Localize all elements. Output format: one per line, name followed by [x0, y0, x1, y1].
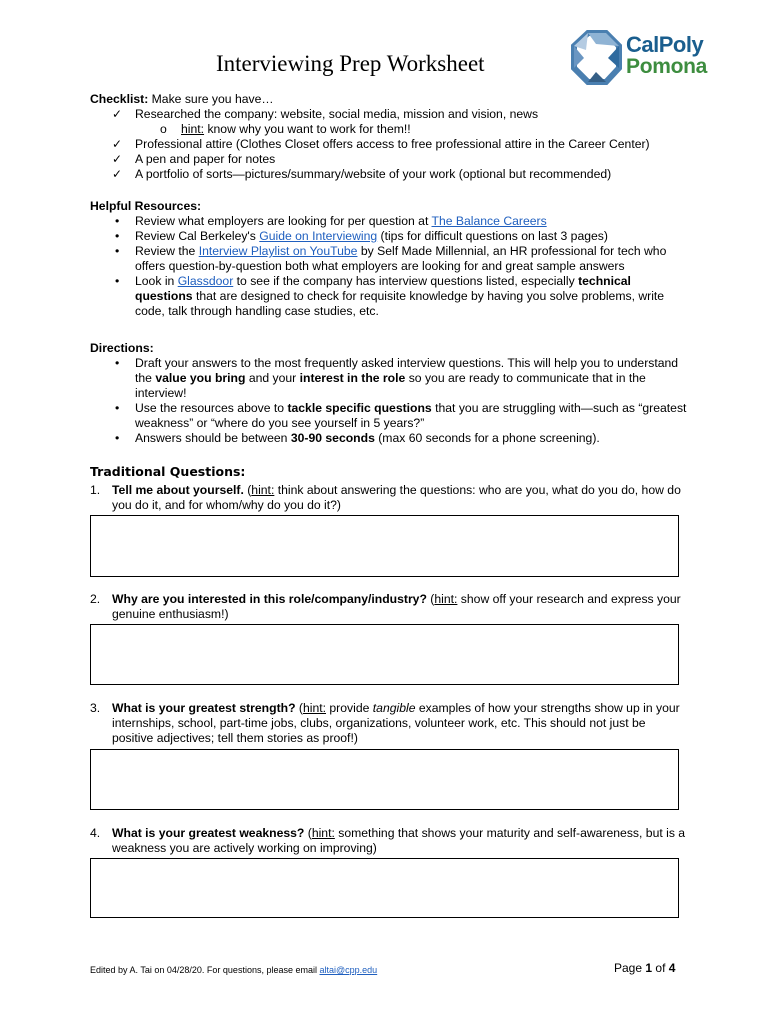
resources-section [90, 199, 690, 319]
list-item: • Review the Interview Playlist on YouTube by Self Made Millennial, an HR professional for tech who offers question-by-question both what employers are looking for and great sample answers [90, 244, 690, 274]
balance-careers-link[interactable]: The Balance Careers [431, 214, 547, 228]
logo-line-2: Pomona [626, 55, 708, 78]
list-item: • Answers should be between 30-90 seconds (max 60 seconds for a phone screening). [90, 431, 690, 446]
checklist-section [90, 92, 690, 182]
question-1: 1. Tell me about yourself. (hint: think about answering the questions: who are you, what do you do, how do you do it, and for whom/why do you do it?) [90, 483, 681, 512]
directions-section [90, 341, 690, 446]
traditional-questions-heading: Traditional Questions: [90, 464, 246, 479]
list-item: • Draft your answers to the most frequently asked interview questions. This will help you to understand the value you bring and your interest in the role so you are ready to communicate that in the interview! [90, 356, 690, 401]
checklist-item: ✓ Researched the company: website, social media, mission and vision, news [90, 107, 690, 122]
answer-box-3[interactable] [90, 749, 679, 810]
list-item: • Review Cal Berkeley's Guide on Interviewing (tips for difficult questions on last 3 pages) [90, 229, 690, 244]
directions-heading: Directions: [90, 341, 154, 355]
answer-box-1[interactable] [90, 515, 679, 577]
list-item: • Look in Glassdoor to see if the company has interview questions listed, especially technical questions that are designed to check for requisite knowledge by having you solve problems, write code, talk through handling case studies, etc. [90, 274, 690, 319]
list-item: • Use the resources above to tackle specific questions that you are struggling with—such as “greatest weakness” or “where do you see yourself in 5 years?” [90, 401, 690, 431]
email-link[interactable]: altai@cpp.edu [319, 965, 378, 975]
checklist-item: ✓ A portfolio of sorts—pictures/summary/website of your work (optional but recommended) [90, 167, 690, 182]
list-item: • Review what employers are looking for per question at The Balance Careers [90, 214, 690, 229]
youtube-playlist-link[interactable]: Interview Playlist on YouTube [198, 244, 358, 258]
checklist-item: ✓ Professional attire (Clothes Closet offers access to free professional attire in the Career Center) [90, 137, 690, 152]
answer-box-4[interactable] [90, 858, 679, 918]
page-number: Page 1 of 4 [614, 961, 676, 975]
guide-on-interviewing-link[interactable]: Guide on Interviewing [259, 229, 378, 243]
resources-heading: Helpful Resources: [90, 199, 202, 213]
glassdoor-link[interactable]: Glassdoor [177, 274, 234, 288]
footer-note: Edited by A. Tai on 04/28/20. For questions, please email altai@cpp.edu [90, 965, 378, 975]
octagon-logo-icon [568, 30, 624, 88]
question-3: 3. What is your greatest strength? (hint: provide tangible examples of how your strengths show up in your internships, school, part-time jobs, clubs, organizations, volunteer work, etc. This should not just be positive adjectives; tell them stories as proof!) [90, 701, 680, 745]
logo-line-1: CalPoly [626, 32, 704, 57]
university-logo [568, 30, 718, 88]
checklist-item: ✓ A pen and paper for notes [90, 152, 690, 167]
question-4: 4. What is your greatest weakness? (hint: something that shows your maturity and self-awareness, but is a weakness you are actively working on improving) [90, 826, 686, 855]
page-title: Interviewing Prep Worksheet [216, 51, 485, 76]
checklist-intro: Make sure you have… [151, 92, 274, 106]
checklist-label: Checklist: [90, 92, 149, 106]
checklist-subitem: o hint: know why you want to work for them!! [90, 122, 690, 137]
question-2: 2. Why are you interested in this role/company/industry? (hint: show off your research and express your genuine enthusiasm!) [90, 592, 681, 621]
answer-box-2[interactable] [90, 624, 679, 685]
